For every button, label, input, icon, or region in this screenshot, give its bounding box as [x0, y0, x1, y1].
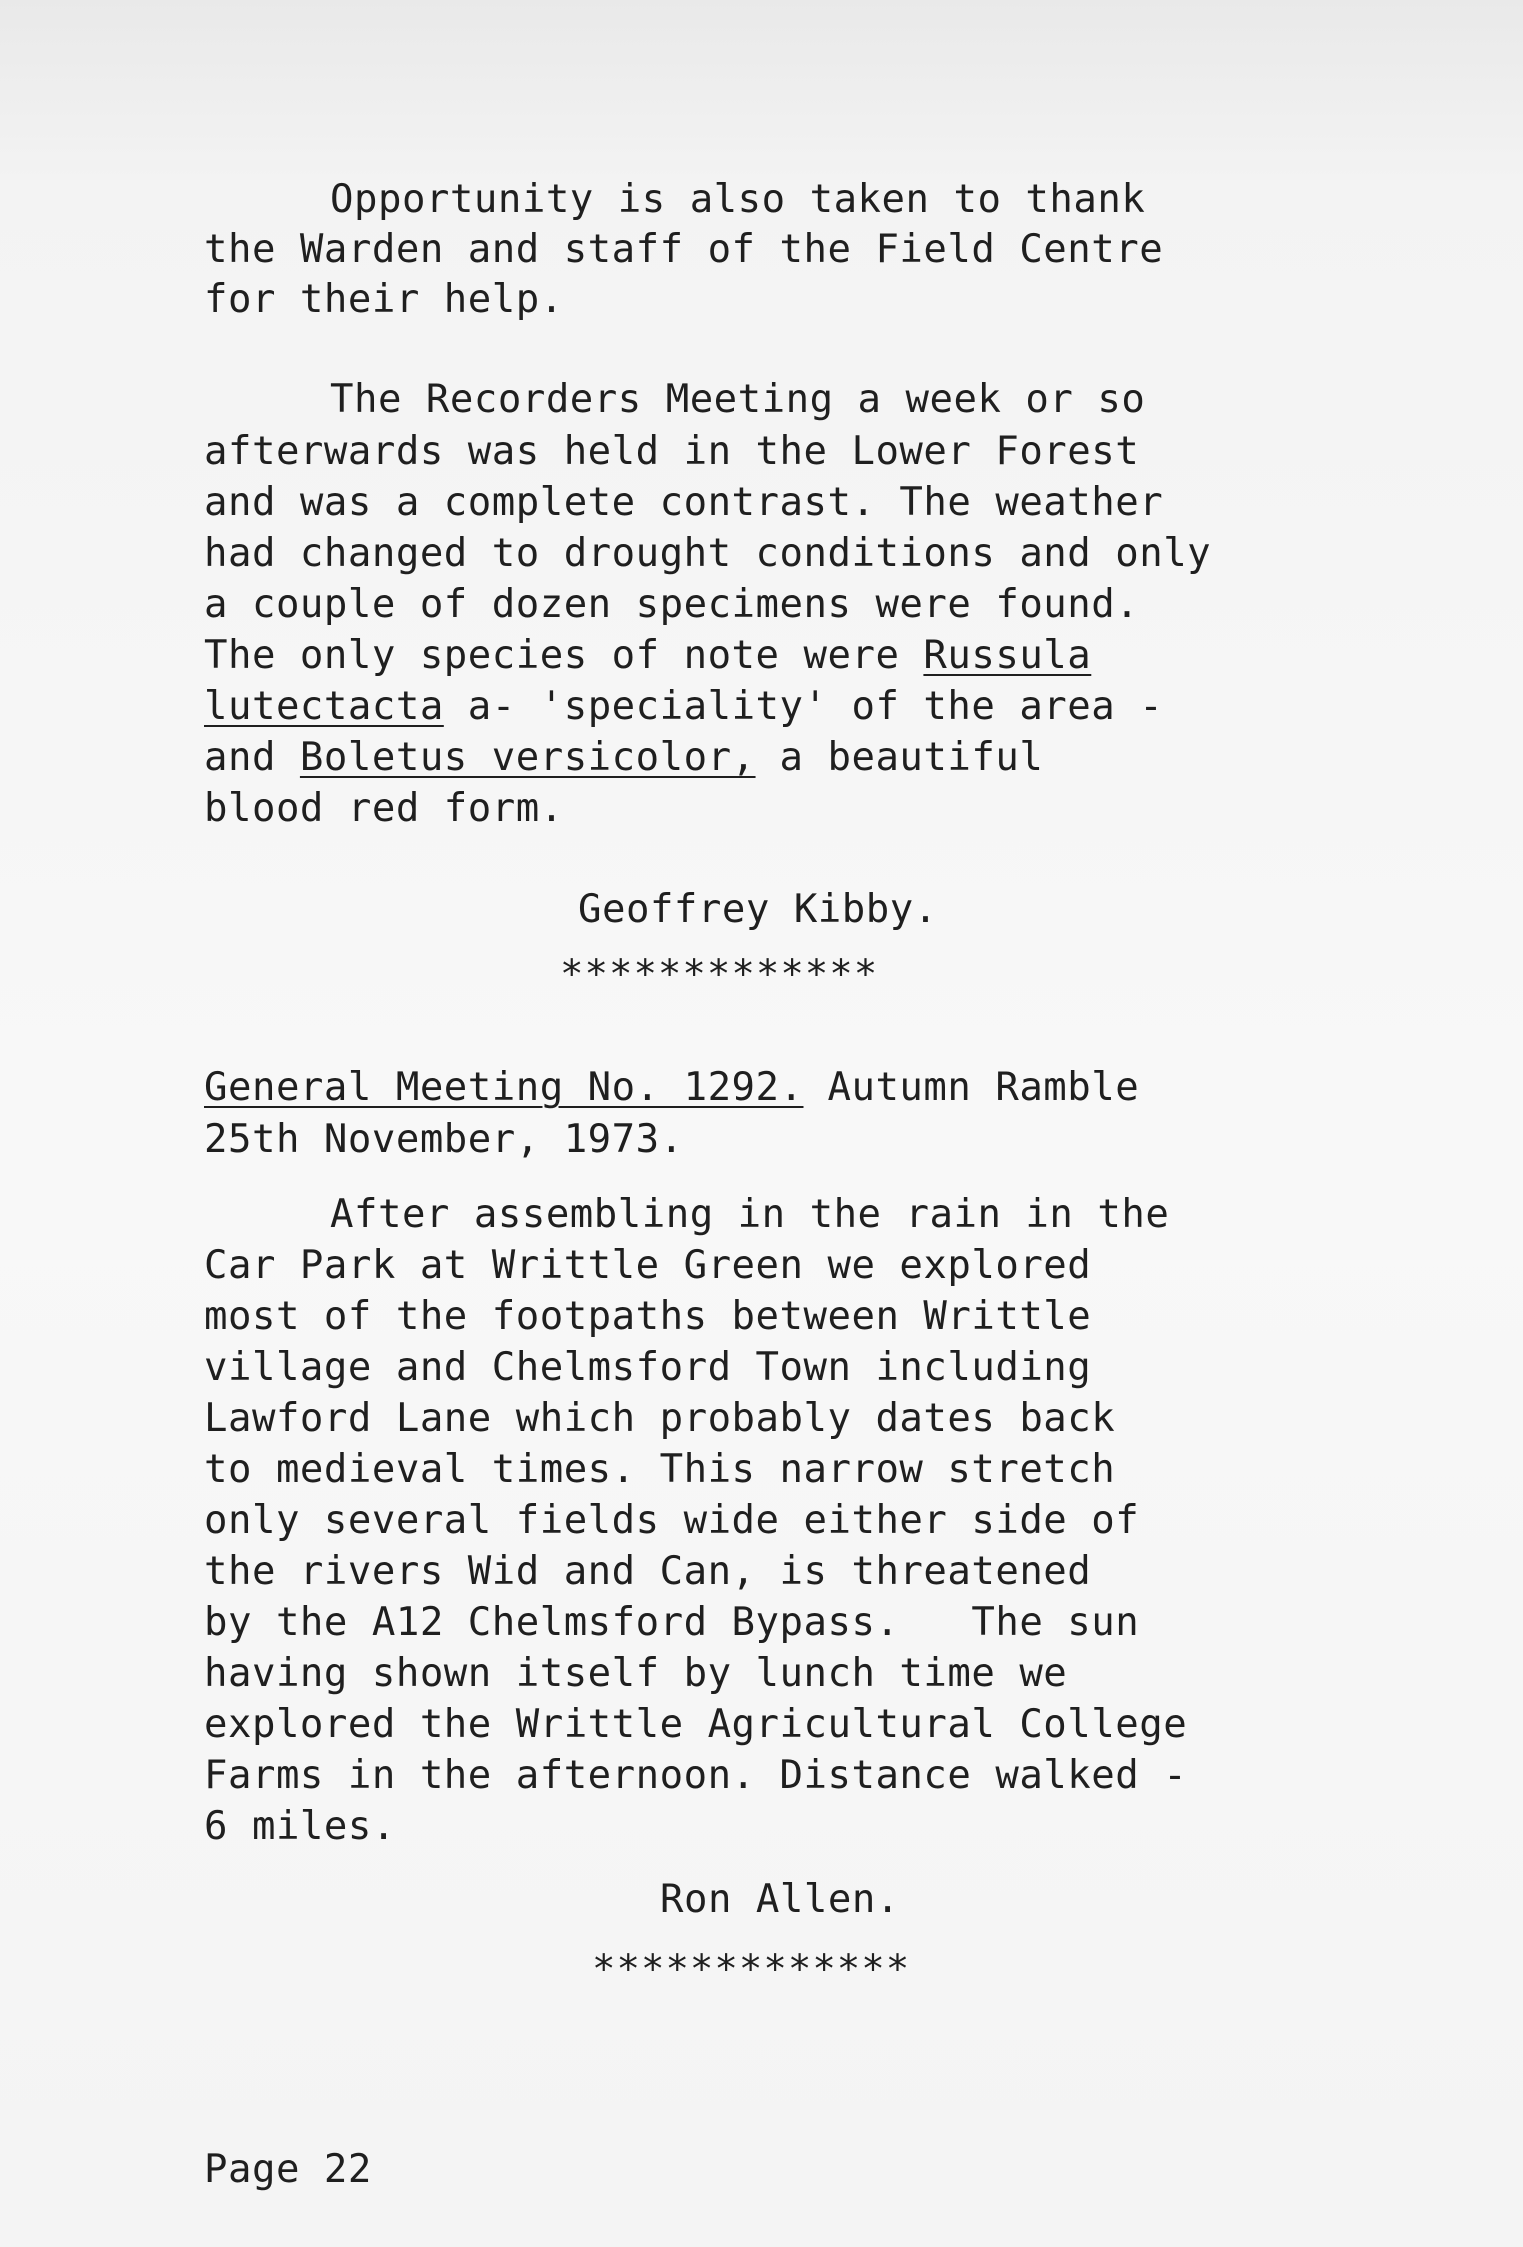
species-russula: Russula — [923, 633, 1092, 678]
meeting-date: 25th November, 1973. — [204, 1117, 684, 1162]
paragraph-3-line-7: only several fields wide either side of — [204, 1498, 1140, 1543]
paragraph-2-line-6 — [204, 633, 1092, 678]
species-boletus: Boletus versicolor, — [299, 735, 756, 780]
paragraph-2-line-2: afterwards was held in the Lower Forest — [204, 429, 1140, 474]
paragraph-3-line-13: 6 miles. — [204, 1804, 396, 1849]
signature-geoffrey-kibby: Geoffrey Kibby. — [578, 887, 938, 932]
paragraph-3-line-9: by the A12 Chelmsford Bypass. The sun — [204, 1600, 1140, 1645]
paragraph-1-line-1: Opportunity is also taken to thank — [330, 177, 1146, 222]
separator-2: ************* — [592, 1947, 911, 1992]
paragraph-2-line-4: had changed to drought conditions and only — [204, 531, 1212, 576]
meeting-number: General Meeting No. 1292. — [204, 1065, 804, 1110]
paragraph-3-line-11: explored the Writtle Agricultural College — [204, 1702, 1188, 1747]
speciality-text: a- 'speciality' of the area - — [443, 684, 1164, 729]
paragraph-2-line-8 — [204, 735, 1044, 780]
and-text: and — [204, 735, 300, 780]
signature-ron-allen: Ron Allen. — [660, 1877, 900, 1922]
paragraph-2-line-1: The Recorders Meeting a week or so — [330, 377, 1146, 422]
paragraph-2-line-6-text: The only species of note were — [204, 633, 924, 678]
beautiful-text: a beautiful — [755, 735, 1044, 780]
paragraph-1-line-3: for their help. — [204, 277, 564, 322]
species-russula-epithet: lutectacta — [204, 684, 444, 729]
paragraph-2-line-3: and was a complete contrast. The weather — [204, 480, 1164, 525]
paragraph-3-line-2: Car Park at Writtle Green we explored — [204, 1243, 1092, 1288]
paragraph-3-line-4: village and Chelmsford Town including — [204, 1345, 1092, 1390]
paragraph-3-line-1: After assembling in the rain in the — [330, 1192, 1170, 1237]
meeting-name: Autumn Ramble — [803, 1065, 1140, 1110]
paragraph-3-line-8: the rivers Wid and Can, is threatened — [204, 1549, 1092, 1594]
paragraph-3-line-6: to medieval times. This narrow stretch — [204, 1447, 1116, 1492]
meeting-title — [204, 1065, 1140, 1110]
paragraph-2-line-5: a couple of dozen specimens were found. — [204, 582, 1140, 627]
paragraph-2-line-9: blood red form. — [204, 786, 564, 831]
paragraph-3-line-10: having shown itself by lunch time we — [204, 1651, 1068, 1696]
paragraph-3-line-12: Farms in the afternoon. Distance walked - — [204, 1753, 1188, 1798]
page-number: Page 22 — [204, 2147, 372, 2192]
paragraph-3-line-5: Lawford Lane which probably dates back — [204, 1396, 1116, 1441]
paragraph-1-line-2: the Warden and staff of the Field Centre — [204, 227, 1164, 272]
paragraph-2-line-7 — [204, 684, 1164, 729]
separator-1: ************* — [560, 952, 879, 997]
paragraph-3-line-3: most of the footpaths between Writtle — [204, 1294, 1092, 1339]
